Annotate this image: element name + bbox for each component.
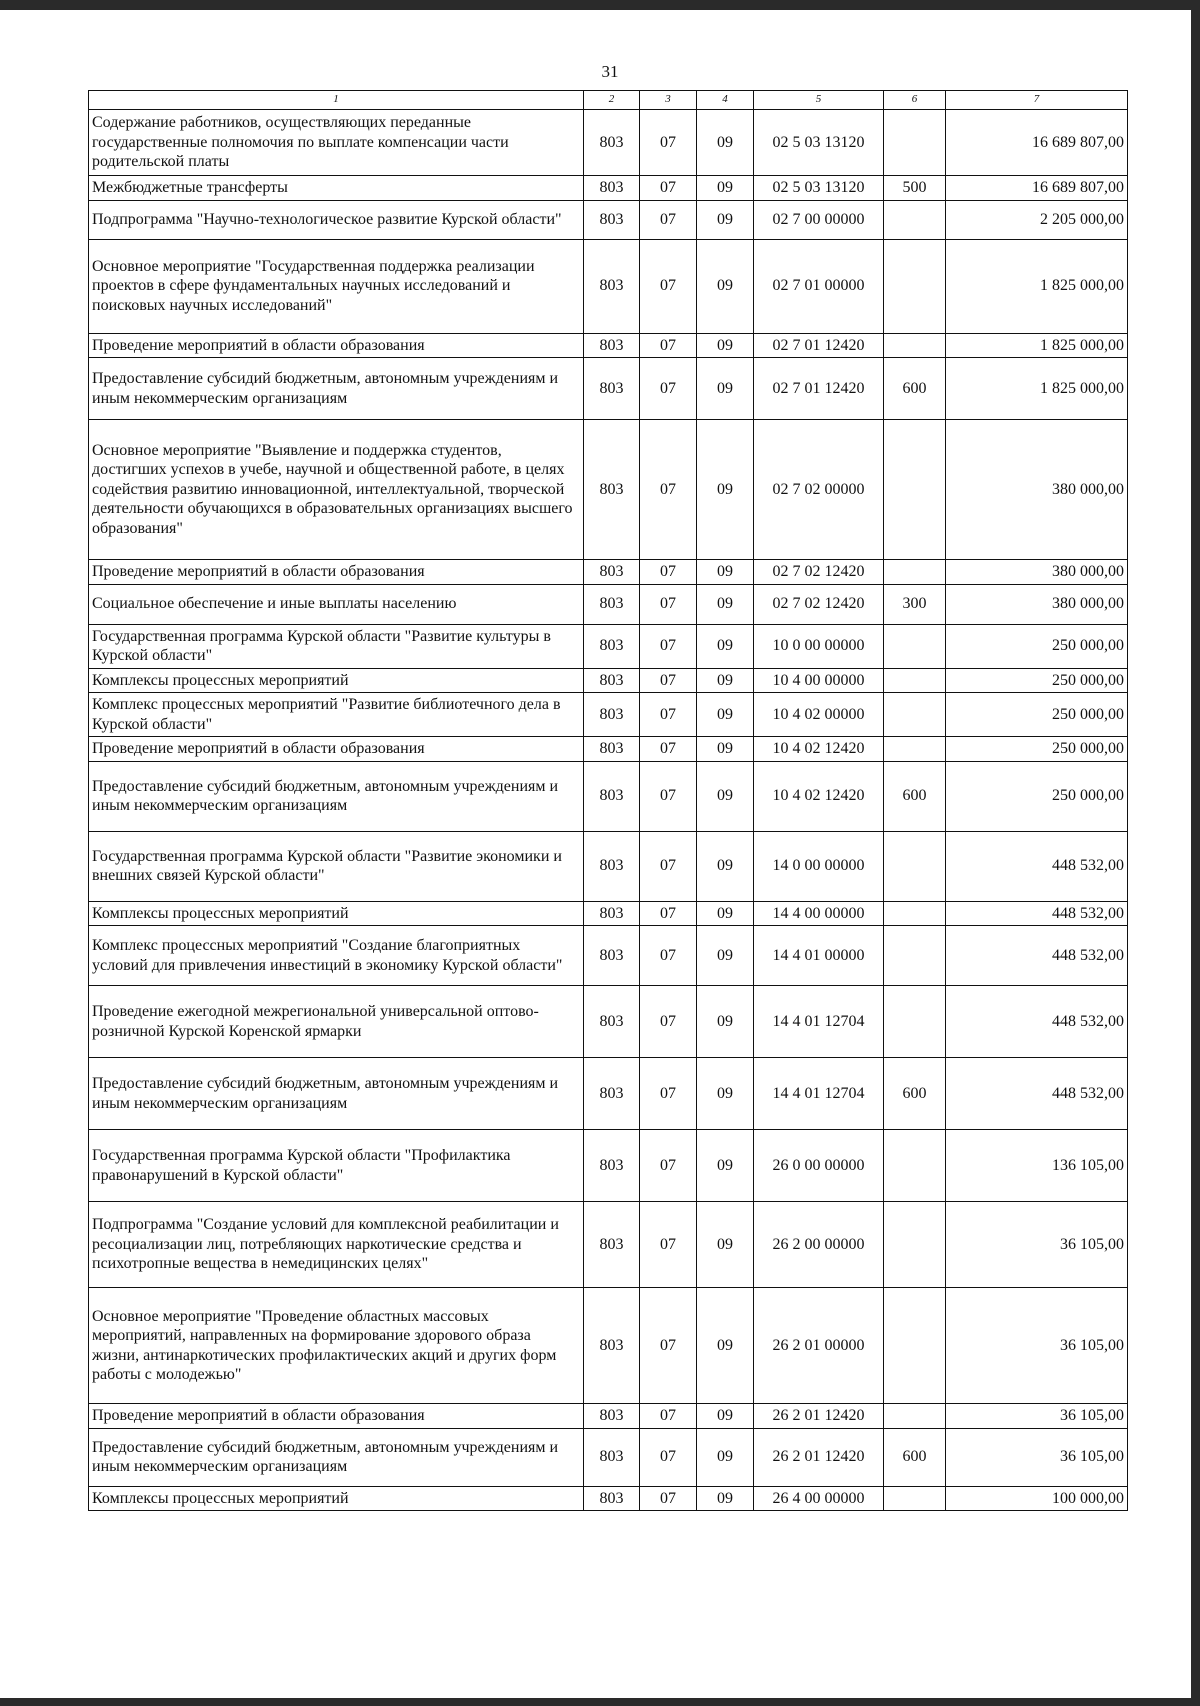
expense-type-code: 600 [884,761,946,831]
amount-value: 16 689 807,00 [946,110,1128,176]
item-name: Комплексы процессных мероприятий [89,668,584,693]
section-code: 07 [640,560,697,585]
target-article-code: 14 4 01 00000 [754,926,884,986]
amount-value: 136 105,00 [946,1130,1128,1202]
target-article-code: 26 2 01 12420 [754,1404,884,1429]
section-code: 07 [640,1202,697,1288]
table-row [89,1202,1128,1288]
ministry-code: 803 [584,1058,640,1130]
section-code: 07 [640,1486,697,1511]
ministry-code: 803 [584,693,640,737]
target-article-code: 02 7 01 12420 [754,358,884,420]
amount-value: 380 000,00 [946,560,1128,585]
section-code: 07 [640,986,697,1058]
amount-value: 380 000,00 [946,584,1128,624]
expense-type-code [884,1288,946,1404]
section-code: 07 [640,333,697,358]
item-name: Комплексы процессных мероприятий [89,1486,584,1511]
ministry-code: 803 [584,1428,640,1486]
item-name: Межбюджетные трансферты [89,176,584,201]
section-code: 07 [640,668,697,693]
item-name: Основное мероприятие "Государственная поддержка реализации проектов в сфере фундаментальных научных исследований и поисковых научных исследований" [89,239,584,333]
ministry-code: 803 [584,624,640,668]
table-row [89,1404,1128,1429]
subsection-code: 09 [697,693,754,737]
target-article-code: 14 4 00 00000 [754,901,884,926]
expense-type-code [884,420,946,560]
table-row [89,1486,1128,1511]
target-article-code: 10 4 02 12420 [754,761,884,831]
item-name: Комплексы процессных мероприятий [89,901,584,926]
section-code: 07 [640,239,697,333]
expense-type-code [884,901,946,926]
amount-value: 2 205 000,00 [946,200,1128,239]
subsection-code: 09 [697,986,754,1058]
expense-type-code [884,737,946,762]
target-article-code: 02 5 03 13120 [754,176,884,201]
subsection-code: 09 [697,358,754,420]
page-number: 31 [601,62,619,81]
subsection-code: 09 [697,584,754,624]
expense-type-code [884,110,946,176]
expense-type-code [884,831,946,901]
subsection-code: 09 [697,200,754,239]
amount-value: 250 000,00 [946,624,1128,668]
table-row [89,926,1128,986]
section-code: 07 [640,358,697,420]
expense-type-code [884,239,946,333]
section-code: 07 [640,1130,697,1202]
target-article-code: 02 7 01 00000 [754,239,884,333]
item-name: Социальное обеспечение и иные выплаты населению [89,584,584,624]
target-article-code: 10 4 02 12420 [754,737,884,762]
table-row [89,761,1128,831]
expense-type-code [884,668,946,693]
item-name: Государственная программа Курской области "Профилактика правонарушений в Курской области" [89,1130,584,1202]
section-code: 07 [640,110,697,176]
amount-value: 36 105,00 [946,1288,1128,1404]
amount-value: 36 105,00 [946,1202,1128,1288]
item-name: Проведение мероприятий в области образования [89,1404,584,1429]
target-article-code: 02 7 00 00000 [754,200,884,239]
table-row [89,176,1128,201]
ministry-code: 803 [584,901,640,926]
amount-value: 250 000,00 [946,693,1128,737]
subsection-code: 09 [697,1428,754,1486]
target-article-code: 14 4 01 12704 [754,986,884,1058]
subsection-code: 09 [697,926,754,986]
expense-type-code: 600 [884,1058,946,1130]
amount-value: 448 532,00 [946,901,1128,926]
table-row [89,333,1128,358]
ministry-code: 803 [584,737,640,762]
item-name: Проведение мероприятий в области образования [89,737,584,762]
column-number: 4 [697,91,754,110]
section-code: 07 [640,200,697,239]
item-name: Проведение ежегодной межрегиональной универсальной оптово-розничной Курской Коренской ярмарки [89,986,584,1058]
table-row [89,1058,1128,1130]
expense-type-code: 600 [884,358,946,420]
ministry-code: 803 [584,761,640,831]
amount-value: 250 000,00 [946,737,1128,762]
section-code: 07 [640,1058,697,1130]
column-number: 6 [884,91,946,110]
item-name: Комплекс процессных мероприятий "Создание благоприятных условий для привлечения инвестиций в экономику Курской области" [89,926,584,986]
target-article-code: 14 0 00 00000 [754,831,884,901]
ministry-code: 803 [584,1130,640,1202]
target-article-code: 02 7 02 12420 [754,560,884,585]
ministry-code: 803 [584,1486,640,1511]
expense-type-code [884,1404,946,1429]
section-code: 07 [640,926,697,986]
column-number: 2 [584,91,640,110]
item-name: Подпрограмма "Создание условий для комплексной реабилитации и ресоциализации лиц, потребляющих наркотические средства и психотропные вещества в немедицинских целях" [89,1202,584,1288]
item-name: Подпрограмма "Научно-технологическое развитие Курской области" [89,200,584,239]
item-name: Государственная программа Курской области "Развитие экономики и внешних связей Курской области" [89,831,584,901]
amount-value: 448 532,00 [946,831,1128,901]
section-code: 07 [640,1288,697,1404]
subsection-code: 09 [697,110,754,176]
amount-value: 1 825 000,00 [946,333,1128,358]
item-name: Проведение мероприятий в области образования [89,560,584,585]
table-row [89,986,1128,1058]
section-code: 07 [640,584,697,624]
table-row [89,239,1128,333]
subsection-code: 09 [697,1288,754,1404]
item-name: Содержание работников, осуществляющих переданные государственные полномочия по выплате компенсации части родительской платы [89,110,584,176]
table-row [89,693,1128,737]
expense-type-code [884,693,946,737]
target-article-code: 26 4 00 00000 [754,1486,884,1511]
amount-value: 36 105,00 [946,1404,1128,1429]
target-article-code: 10 4 02 00000 [754,693,884,737]
amount-value: 1 825 000,00 [946,239,1128,333]
item-name: Предоставление субсидий бюджетным, автономным учреждениям и иным некоммерческим организациям [89,358,584,420]
subsection-code: 09 [697,737,754,762]
ministry-code: 803 [584,668,640,693]
item-name: Государственная программа Курской области "Развитие культуры в Курской области" [89,624,584,668]
subsection-code: 09 [697,239,754,333]
table-row [89,200,1128,239]
ministry-code: 803 [584,926,640,986]
ministry-code: 803 [584,584,640,624]
amount-value: 380 000,00 [946,420,1128,560]
subsection-code: 09 [697,1130,754,1202]
table-row [89,668,1128,693]
target-article-code: 02 7 02 00000 [754,420,884,560]
expense-type-code [884,986,946,1058]
item-name: Предоставление субсидий бюджетным, автономным учреждениям и иным некоммерческим организациям [89,1428,584,1486]
expense-type-code [884,560,946,585]
subsection-code: 09 [697,420,754,560]
section-code: 07 [640,1428,697,1486]
target-article-code: 26 2 01 00000 [754,1288,884,1404]
amount-value: 100 000,00 [946,1486,1128,1511]
ministry-code: 803 [584,560,640,585]
amount-value: 250 000,00 [946,761,1128,831]
table-row [89,1428,1128,1486]
table-row [89,560,1128,585]
expense-type-code: 300 [884,584,946,624]
subsection-code: 09 [697,560,754,585]
expense-type-code [884,1202,946,1288]
table-row [89,1130,1128,1202]
expense-type-code [884,624,946,668]
scan-border-right [1191,0,1200,1706]
column-number-row [89,91,1128,110]
item-name: Основное мероприятие "Выявление и поддержка студентов, достигших успехов в учебе, научной и общественной работе, в целях содействия развитию инновационной, интеллектуальной, творческой деятельности обучающихся в образовательных организациях высшего образования" [89,420,584,560]
section-code: 07 [640,1404,697,1429]
ministry-code: 803 [584,239,640,333]
budget-table [88,90,1128,1511]
table-row [89,584,1128,624]
table-row [89,1288,1128,1404]
ministry-code: 803 [584,200,640,239]
expense-type-code [884,200,946,239]
ministry-code: 803 [584,176,640,201]
ministry-code: 803 [584,1202,640,1288]
section-code: 07 [640,737,697,762]
target-article-code: 26 2 01 12420 [754,1428,884,1486]
ministry-code: 803 [584,831,640,901]
expense-type-code [884,1130,946,1202]
subsection-code: 09 [697,668,754,693]
expense-type-code [884,1486,946,1511]
section-code: 07 [640,901,697,926]
ministry-code: 803 [584,333,640,358]
table-row [89,110,1128,176]
target-article-code: 10 4 00 00000 [754,668,884,693]
scan-border-top [0,0,1200,10]
amount-value: 250 000,00 [946,668,1128,693]
ministry-code: 803 [584,986,640,1058]
subsection-code: 09 [697,831,754,901]
subsection-code: 09 [697,1404,754,1429]
subsection-code: 09 [697,624,754,668]
table-row [89,831,1128,901]
section-code: 07 [640,624,697,668]
item-name: Предоставление субсидий бюджетным, автономным учреждениям и иным некоммерческим организациям [89,1058,584,1130]
section-code: 07 [640,693,697,737]
target-article-code: 26 2 00 00000 [754,1202,884,1288]
subsection-code: 09 [697,333,754,358]
ministry-code: 803 [584,358,640,420]
expense-type-code: 600 [884,1428,946,1486]
section-code: 07 [640,176,697,201]
section-code: 07 [640,420,697,560]
ministry-code: 803 [584,1404,640,1429]
target-article-code: 14 4 01 12704 [754,1058,884,1130]
subsection-code: 09 [697,901,754,926]
target-article-code: 02 7 02 12420 [754,584,884,624]
target-article-code: 10 0 00 00000 [754,624,884,668]
amount-value: 16 689 807,00 [946,176,1128,201]
subsection-code: 09 [697,1058,754,1130]
subsection-code: 09 [697,1486,754,1511]
table-row [89,901,1128,926]
subsection-code: 09 [697,1202,754,1288]
column-number: 5 [754,91,884,110]
subsection-code: 09 [697,761,754,831]
ministry-code: 803 [584,1288,640,1404]
item-name: Проведение мероприятий в области образования [89,333,584,358]
item-name: Комплекс процессных мероприятий "Развитие библиотечного дела в Курской области" [89,693,584,737]
section-code: 07 [640,761,697,831]
amount-value: 36 105,00 [946,1428,1128,1486]
amount-value: 448 532,00 [946,986,1128,1058]
ministry-code: 803 [584,110,640,176]
item-name: Предоставление субсидий бюджетным, автономным учреждениям и иным некоммерческим организациям [89,761,584,831]
table-row [89,737,1128,762]
item-name: Основное мероприятие "Проведение областных массовых мероприятий, направленных на формирование здорового образа жизни, антинаркотических профилактических акций и других форм работы с молодежью" [89,1288,584,1404]
table-row [89,624,1128,668]
section-code: 07 [640,831,697,901]
column-number: 1 [89,91,584,110]
scan-border-bottom [0,1698,1200,1706]
amount-value: 1 825 000,00 [946,358,1128,420]
target-article-code: 02 5 03 13120 [754,110,884,176]
table-row [89,420,1128,560]
expense-type-code [884,926,946,986]
target-article-code: 26 0 00 00000 [754,1130,884,1202]
expense-type-code [884,333,946,358]
target-article-code: 02 7 01 12420 [754,333,884,358]
amount-value: 448 532,00 [946,1058,1128,1130]
amount-value: 448 532,00 [946,926,1128,986]
table-row [89,358,1128,420]
ministry-code: 803 [584,420,640,560]
subsection-code: 09 [697,176,754,201]
column-number: 3 [640,91,697,110]
column-number: 7 [946,91,1128,110]
expense-type-code: 500 [884,176,946,201]
